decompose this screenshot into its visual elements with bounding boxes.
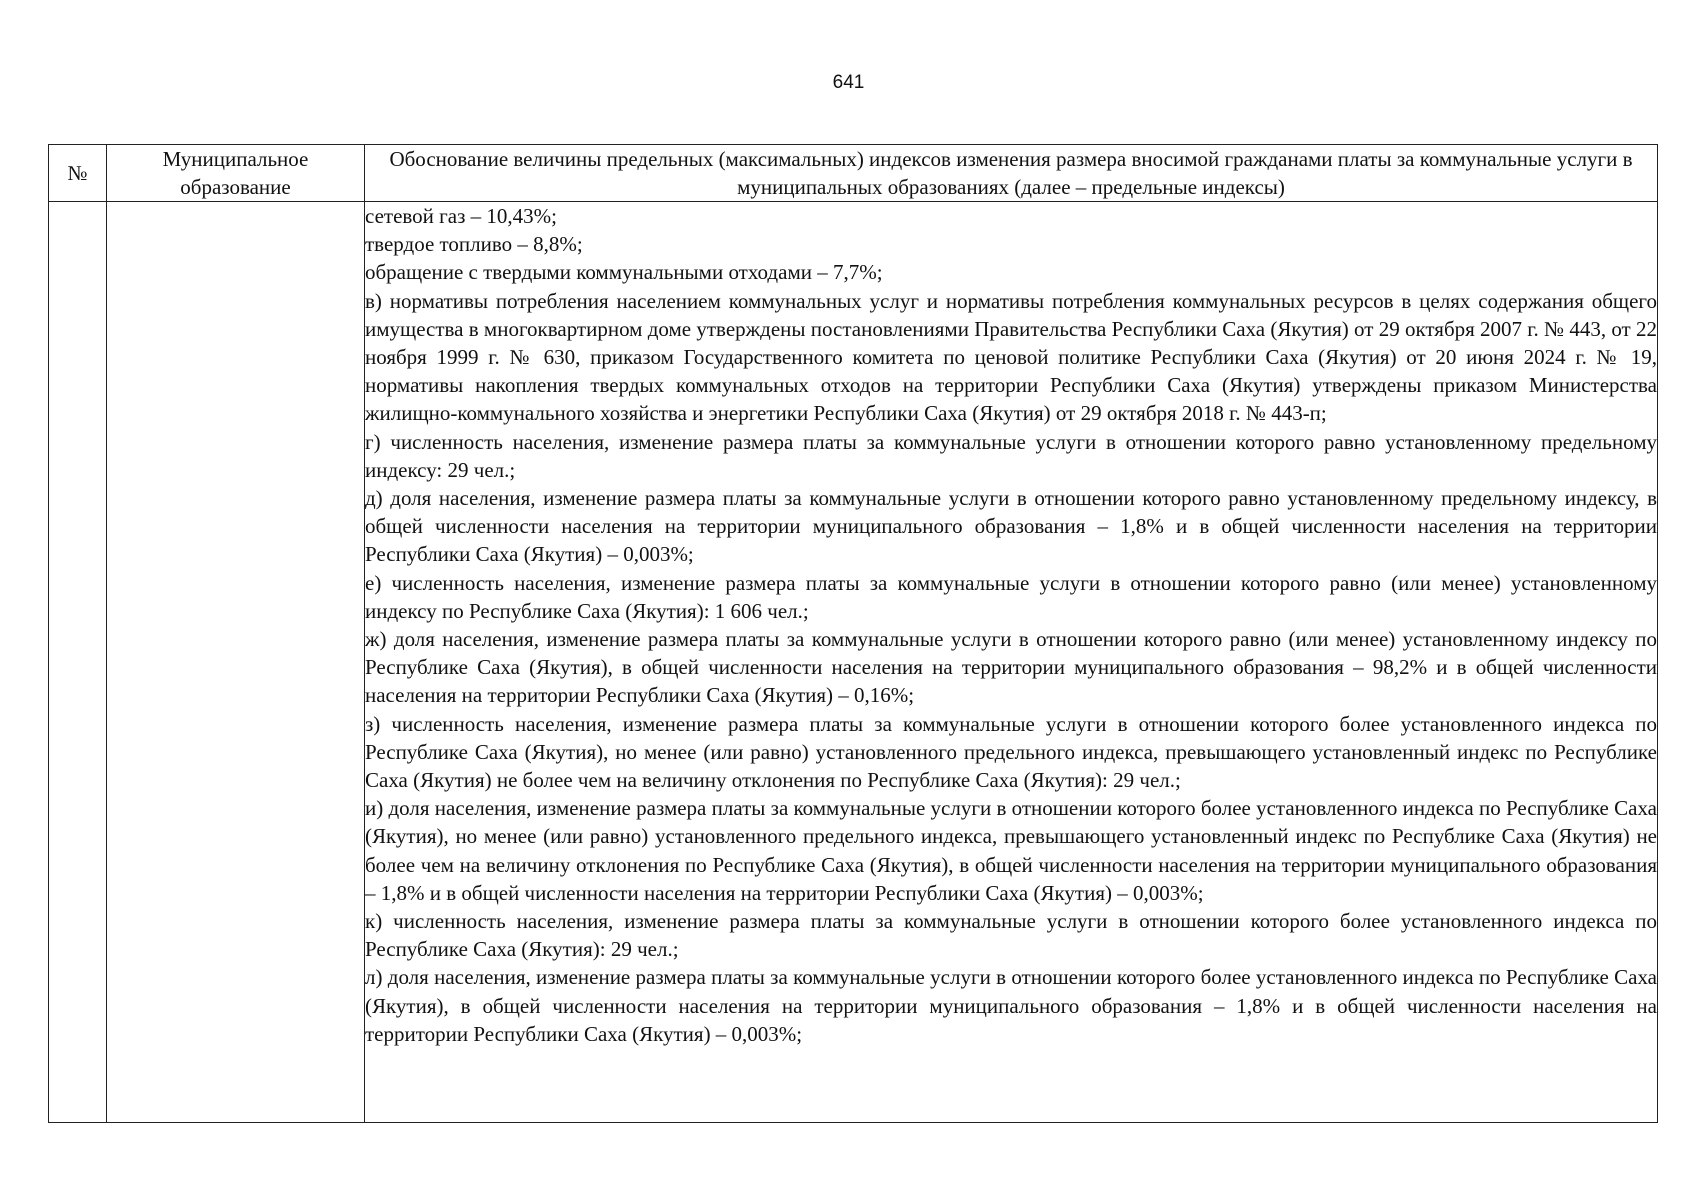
table-row [49, 202, 1658, 1123]
header-number: № [49, 145, 107, 202]
row-justification-cell [365, 202, 1658, 1123]
paragraph-d-share-equal: д) доля населения, изменение размера платы за коммунальные услуги в отношении которого равно установленному предельному индексу, в общей численности населения на территории муниципального образования – 1,8% и в общей численности населения на территории Республики Саха (Якутия) – 0,003%; [365, 486, 1657, 567]
paragraph-solid-fuel: твердое топливо – 8,8%; [365, 232, 583, 257]
page-number: 641 [832, 72, 865, 93]
paragraph-zh-share-less: ж) доля населения, изменение размера платы за коммунальные услуги в отношении которого равно (или менее) установленному индексу по Республике Саха (Якутия), в общей численности населения на территории муниципального образования – 98,2% и в общей численности населения на территории Республики Саха (Якутия) – 0,16%; [365, 627, 1657, 708]
paragraph-network-gas: сетевой газ – 10,43%; [365, 204, 557, 228]
paragraph-solid-waste: обращение с твердыми коммунальными отходами – 7,7%; [365, 260, 883, 285]
table-header-row [49, 145, 1658, 202]
paragraph-z-population-between: з) численность населения, изменение размера платы за коммунальные услуги в отношении которого более установленного индекса по Республике Саха (Якутия), но менее (или равно) установленного предельного индекса, превышающего установленный индекс по Республике Саха (Якутия) не более чем на величину отклонения по Республике Саха (Якутия): 29 чел.; [365, 711, 1657, 793]
paragraph-g-population-equal: г) численность населения, изменение размера платы за коммунальные услуги в отношении которого равно установленному предельному индексу: 29 чел.; [365, 429, 1657, 482]
paragraph-e-population-less: е) численность населения, изменение размера платы за коммунальные услуги в отношении которого равно (или менее) установленному индексу по Республике Саха (Якутия): 1 606 чел.; [365, 570, 1657, 623]
row-number-cell [49, 202, 107, 1123]
header-justification: Обоснование величины предельных (максимальных) индексов изменения размера вносимой гражданами платы за коммунальные услуги в муниципальных образованиях (далее – предельные индексы) [365, 145, 1658, 202]
header-municipality: Муниципальное образование [107, 145, 365, 202]
justification-table [48, 144, 1658, 1123]
paragraph-v-norms: в) нормативы потребления населением коммунальных услуг и нормативы потребления коммунальных ресурсов в целях содержания общего имущества в многоквартирном доме утверждены постановлениями Правительства Республики Саха (Якутия) от 29 октября 2007 г. № 443, от 22 ноября 1999 г. № 630, приказом Государственного комитета по ценовой политике Республики Саха (Якутия) от 20 июня 2024 г. № 19, нормативы накопления твердых коммунальных отходов на территории Республики Саха (Якутия) утверждены приказом Министерства жилищно-коммунального хозяйства и энергетики Республики Саха (Якутия) от 29 октября 2018 г. № 443-п; [365, 288, 1657, 426]
paragraph-i-share-between: и) доля населения, изменение размера платы за коммунальные услуги в отношении которого более установленного индекса по Республике Саха (Якутия), но менее (или равно) установленного предельного индекса, превышающего установленный индекс по Республике Саха (Якутия) не более чем на величину отклонения по Республике Саха (Якутия), в общей численности населения на территории муниципального образования – 1,8% и в общей численности населения на территории Республики Саха (Якутия) – 0,003%; [365, 796, 1657, 905]
paragraph-l-share-more: л) доля населения, изменение размера платы за коммунальные услуги в отношении которого более установленного индекса по Республике Саха (Якутия), в общей численности населения на территории муниципального образования – 1,8% и в общей численности населения на территории Республики Саха (Якутия) – 0,003%; [365, 965, 1657, 1046]
paragraph-k-population-more: к) численность населения, изменение размера платы за коммунальные услуги в отношении которого более установленного индекса по Республике Саха (Якутия): 29 чел.; [365, 909, 1657, 962]
row-municipality-cell [107, 202, 365, 1123]
